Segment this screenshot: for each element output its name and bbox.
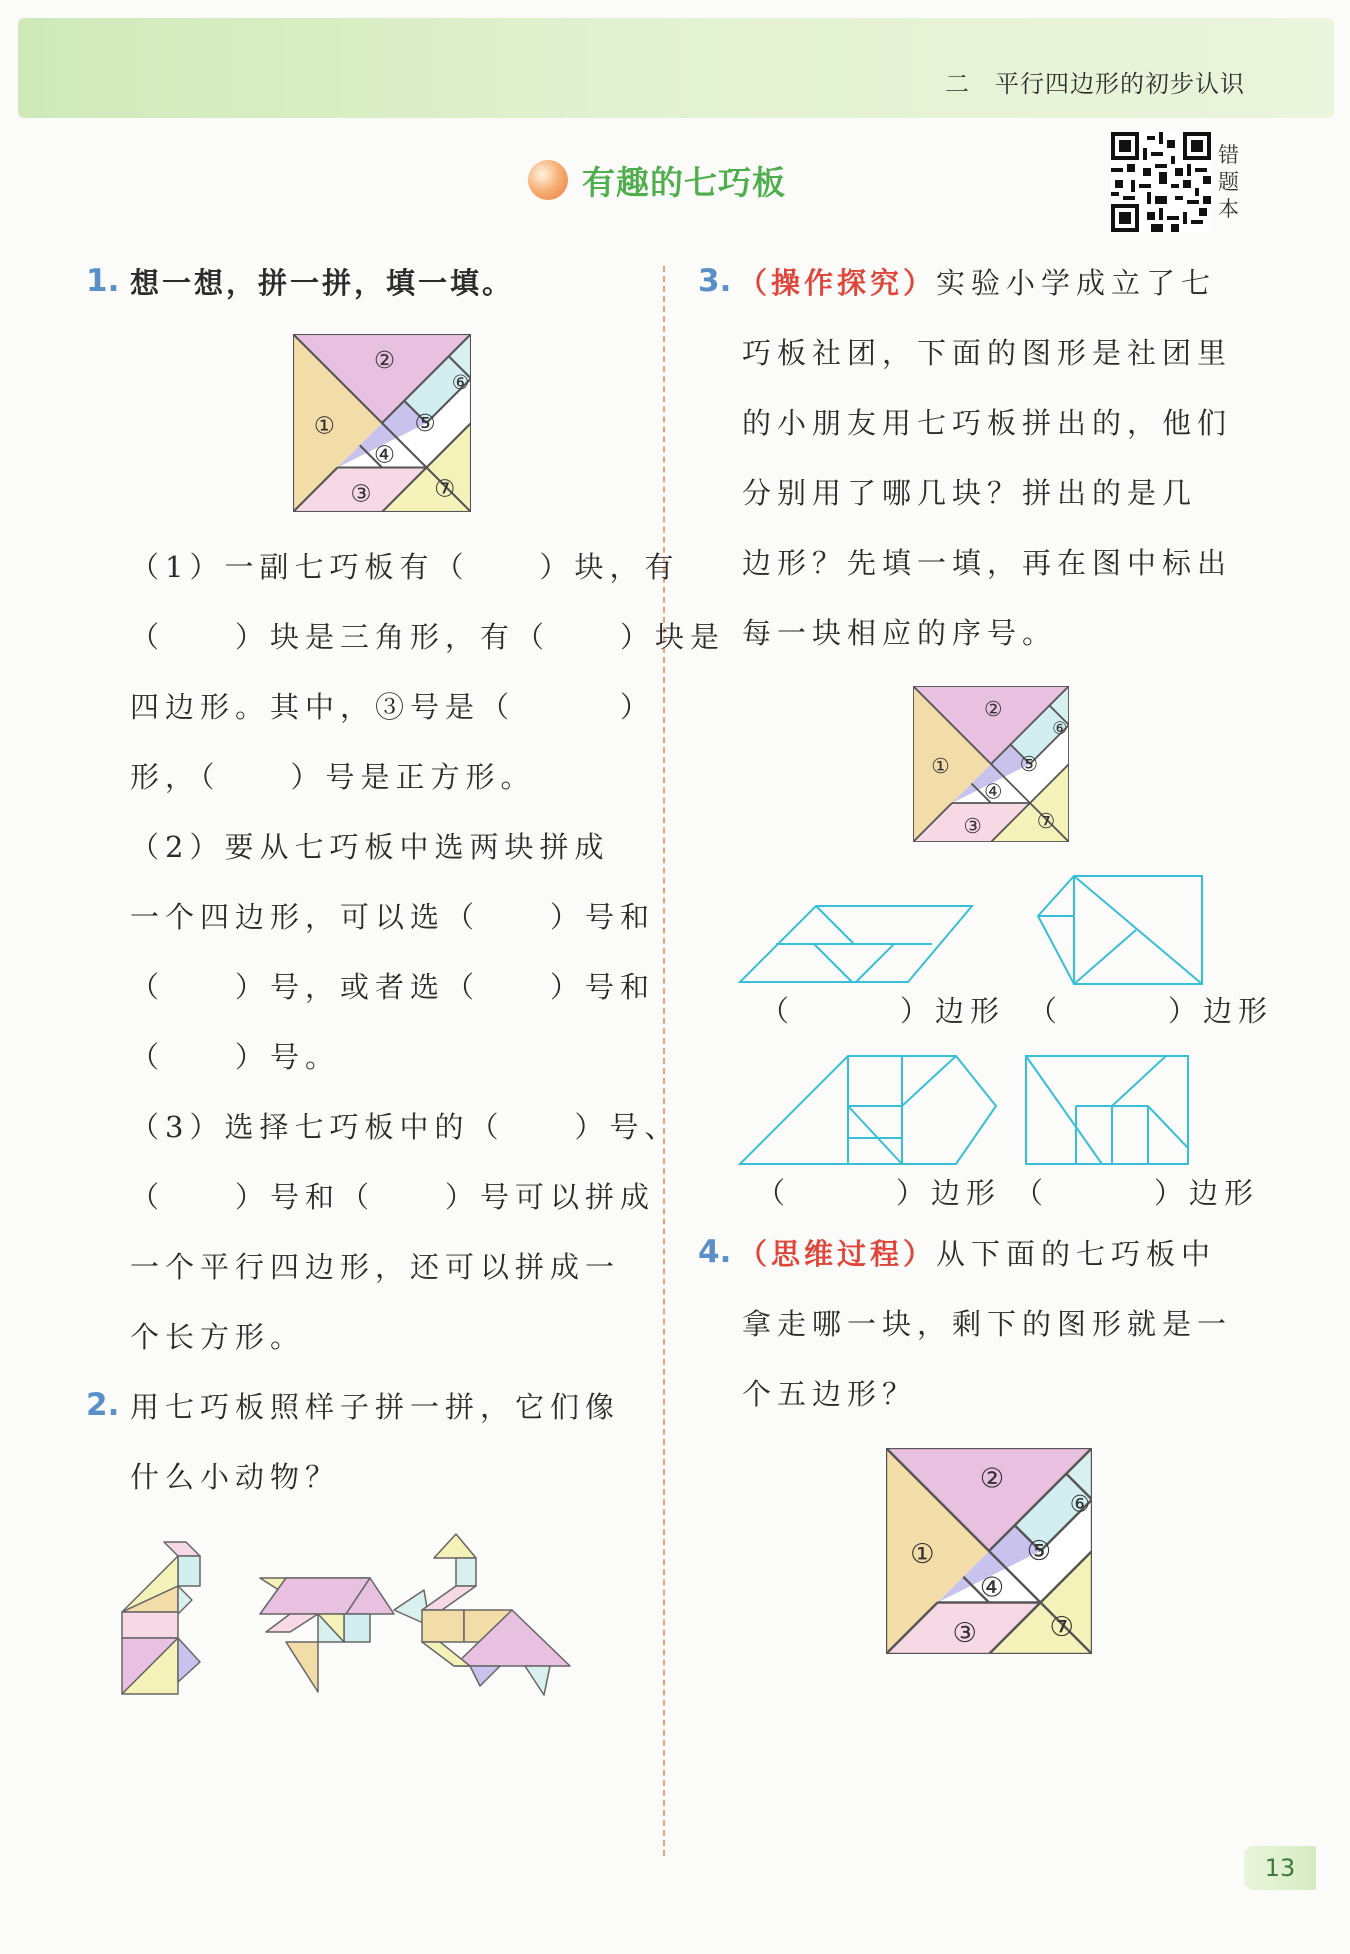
chapter-title: 二 平行四边形的初步认识 — [945, 70, 1245, 98]
blank-shape-a[interactable]: （ ）边形 — [760, 994, 1006, 1028]
qr-label: 错 题 本 — [1218, 143, 1239, 221]
q4-number: 4. — [698, 1234, 732, 1270]
q3-tag: （操作探究） — [738, 266, 937, 300]
section-title-text: 有趣的七巧板 — [582, 162, 786, 202]
outline-parallelogram — [740, 906, 972, 982]
blank-shape-b[interactable]: （ ）边形 — [1028, 994, 1274, 1028]
q3-line-4: 分别用了哪几块？拼出的是几 — [742, 476, 1198, 510]
q1-line-7: （ ）号，或者选（ ）号和 — [130, 970, 656, 1004]
q3-line-3: 的小朋友用七巧板拼出的，他们 — [742, 406, 1233, 440]
q1-line-1: （1）一副七巧板有（ ）块，有 — [130, 550, 680, 584]
q1-line-2: （ ）块是三角形，有（ ）块是 — [130, 620, 726, 654]
qr-code-icon[interactable] — [1111, 132, 1211, 232]
q3-number: 3. — [698, 263, 732, 299]
q1-line-10: （ ）号和（ ）号可以拼成 — [130, 1180, 656, 1214]
tangram-bird — [122, 1542, 200, 1694]
q3-line-6: 每一块相应的序号。 — [742, 616, 1058, 650]
q3-first-line: （操作探究）实验小学成立了七 — [738, 266, 1217, 300]
q4-first-line: （思维过程）从下面的七巧板中 — [738, 1237, 1217, 1271]
outline-pentagon-b — [740, 1056, 996, 1164]
tangram-animals — [120, 1530, 630, 1720]
page-number: 13 — [1244, 1846, 1316, 1890]
q4-line-2: 拿走哪一块，剩下的图形就是一 — [742, 1307, 1233, 1341]
q1-line-6: 一个四边形，可以选（ ）号和 — [130, 900, 656, 934]
q1-line-11: 一个平行四边形，还可以拼成一 — [130, 1250, 621, 1284]
outline-pentagon-a — [1038, 876, 1202, 984]
q1-line-4: 形，（ ）号是正方形。 — [130, 760, 536, 794]
q1-number: 1. — [86, 263, 120, 299]
q4-tag: （思维过程） — [738, 1237, 937, 1271]
q1-line-5: （2）要从七巧板中选两块拼成 — [130, 830, 610, 864]
q1-line-8: （ ）号。 — [130, 1040, 341, 1074]
tangram-fish — [260, 1578, 430, 1692]
section-title — [528, 158, 786, 202]
q2-line-2: 什么小动物？ — [130, 1460, 341, 1494]
q1-line-12: 个长方形。 — [130, 1320, 306, 1354]
q1-title: 想一想，拼一拼，填一填。 — [130, 266, 515, 300]
tangram-figure-q3 — [913, 686, 1069, 842]
q4-line-3: 个五边形？ — [742, 1377, 918, 1411]
outline-rectangle — [1026, 1056, 1188, 1164]
tangram-goose — [422, 1534, 570, 1695]
tangram-figure-q1 — [293, 334, 471, 512]
q3-line-2: 巧板社团，下面的图形是社团里 — [742, 336, 1233, 370]
orb-icon — [528, 160, 568, 200]
q2-number: 2. — [86, 1387, 120, 1423]
column-divider — [663, 266, 665, 1856]
q3-line-5: 边形？先填一填，再在图中标出 — [742, 546, 1233, 580]
blank-shape-c[interactable]: （ ）边形 — [756, 1176, 1002, 1210]
tangram-figure-q4 — [886, 1448, 1092, 1654]
q2-line-1: 用七巧板照样子拼一拼，它们像 — [130, 1390, 621, 1424]
q1-line-3: 四边形。其中，③号是（ ） — [130, 690, 656, 724]
blank-shape-d[interactable]: （ ）边形 — [1014, 1176, 1260, 1210]
q1-line-9: （3）选择七巧板中的（ ）号、 — [130, 1110, 680, 1144]
